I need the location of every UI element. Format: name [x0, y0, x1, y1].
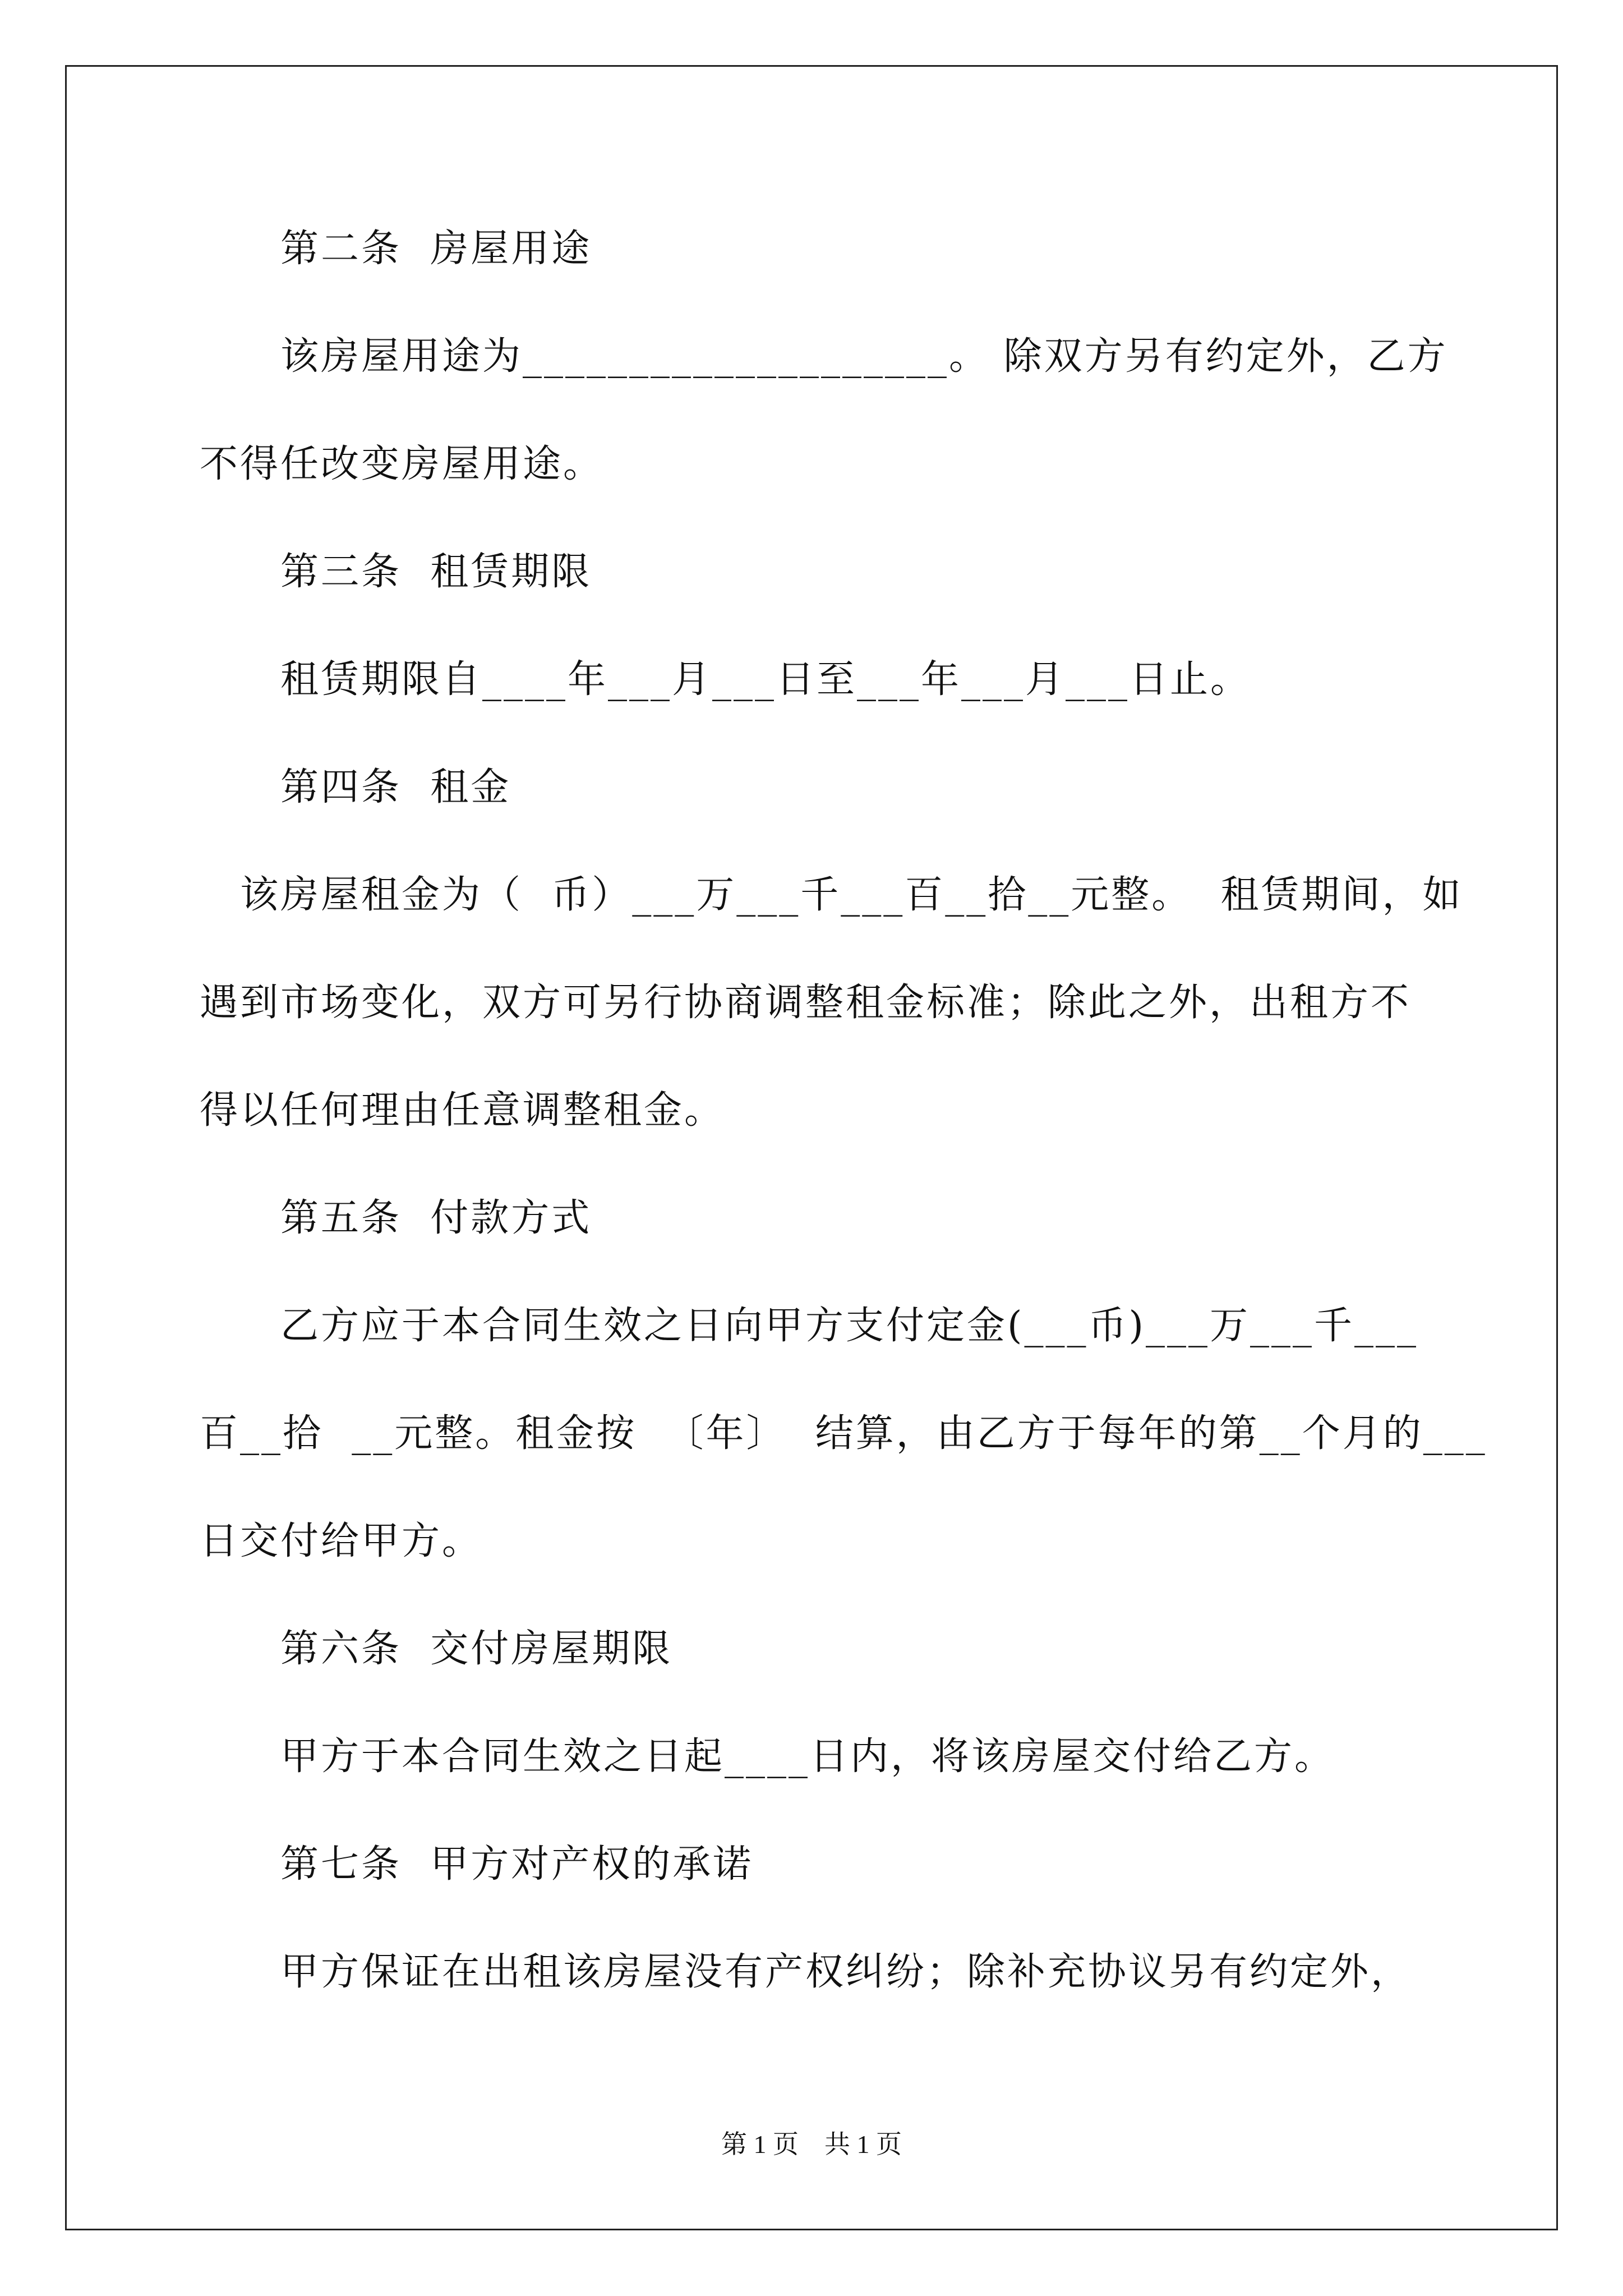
paragraph-line: 该房屋用途为____________________。 除双方另有约定外，乙方 [280, 334, 1448, 379]
paragraph-line: 该房屋租金为（ 币）___万___千___百__拾__元整。 租赁期间，如 [240, 873, 1463, 917]
page-number-footer: 第 1 页 共 1 页 [721, 2130, 902, 2159]
paragraph-line: 得以任何理由任意调整租金。 [200, 1088, 725, 1133]
paragraph-line: 遇到市场变化，双方可另行协商调整租金标准；除此之外，出租方不 [200, 981, 1412, 1025]
article-7-heading: 第七条 甲方对产权的承诺 [280, 1842, 754, 1887]
article-5-heading: 第五条 付款方式 [280, 1196, 592, 1240]
paragraph-line: 租赁期限自____年___月___日至___年___月___日止。 [280, 657, 1251, 702]
paragraph-line: 百__拾 __元整。租金按 〔年〕 结算，由乙方于每年的第__个月的___ [200, 1411, 1487, 1456]
paragraph-line: 甲方保证在出租该房屋没有产权纠纷；除补充协议另有约定外， [280, 1950, 1412, 1994]
paragraph-line: 甲方于本合同生效之日起____日内，将该房屋交付给乙方。 [280, 1734, 1335, 1779]
article-6-heading: 第六条 交付房屋期限 [280, 1627, 673, 1671]
paragraph-line: 不得任改变房屋用途。 [200, 442, 604, 486]
paragraph-line: 乙方应于本合同生效之日向甲方支付定金(___币)___万___千___ [280, 1304, 1419, 1348]
article-3-heading: 第三条 租赁期限 [280, 550, 592, 594]
article-4-heading: 第四条 租金 [280, 765, 511, 809]
article-2-heading: 第二条 房屋用途 [280, 227, 592, 271]
paragraph-line: 日交付给甲方。 [200, 1519, 483, 1563]
page-border [65, 65, 1558, 2230]
